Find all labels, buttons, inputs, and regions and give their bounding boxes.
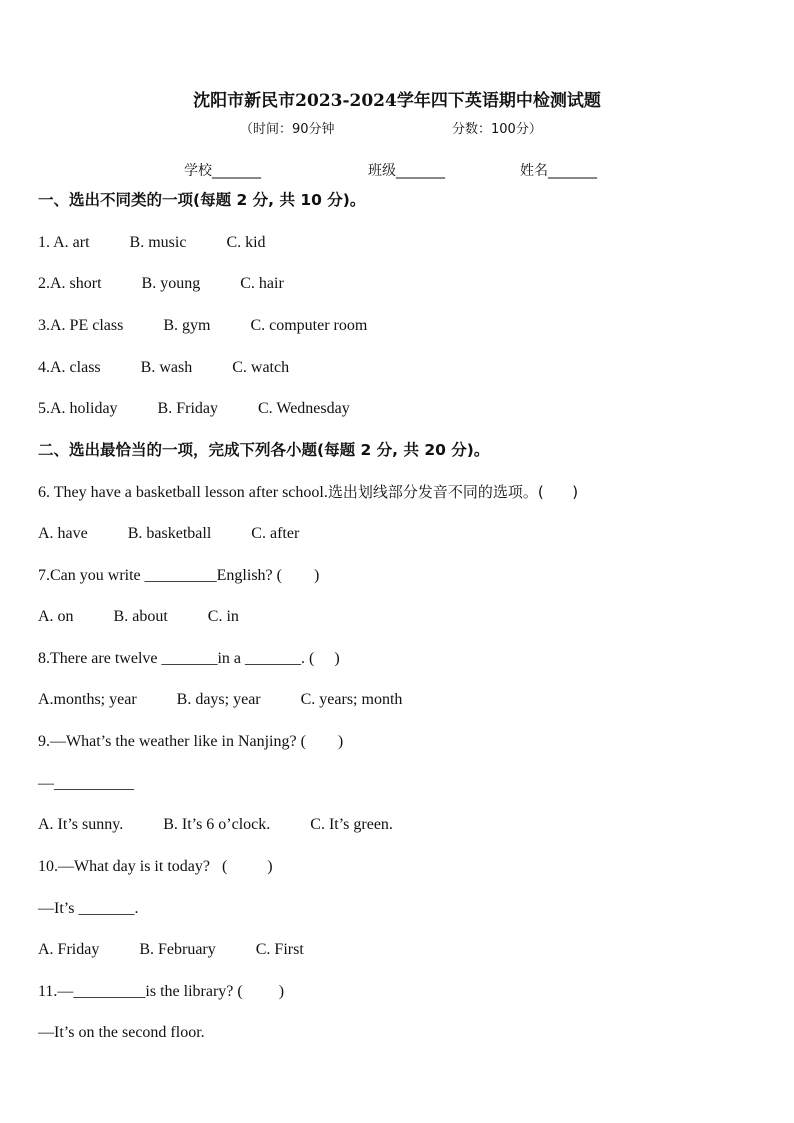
exam-title: 沈阳市新民市2023-2024学年四下英语期中检测试题 — [193, 91, 601, 111]
question-7-options: A. on B. about C. in — [38, 608, 239, 625]
exam-time: （时间：90分钟 — [240, 122, 335, 137]
question-8: 8.There are twelve _______in a _______. ( ) — [38, 650, 340, 667]
question-6 — [38, 482, 578, 503]
class-field: 班级_______ — [368, 163, 445, 179]
question-9: 9.—What’s the weather like in Nanjing? ( ) — [38, 733, 344, 750]
section1-heading: 一、选出不同类的一项(每题 2 分, 共 10 分)。 — [38, 191, 366, 209]
question-6-options: A. have B. basketball C. after — [38, 525, 300, 542]
question-2: 2.A. short B. young C. hair — [38, 275, 284, 292]
name-field: 姓名_______ — [520, 163, 597, 179]
question-11-answer-line: —It’s on the second floor. — [38, 1024, 205, 1041]
exam-meta — [0, 118, 794, 138]
section2-heading: 二、选出最恰当的一项，完成下列各小题(每题 2 分, 共 20 分)。 — [38, 441, 490, 459]
question-3: 3.A. PE class B. gym C. computer room — [38, 317, 368, 334]
question-10-answer-line: —It’s _______. — [38, 900, 139, 917]
question-5: 5.A. holiday B. Friday C. Wednesday — [38, 400, 350, 417]
question-9-answer-line: —__________ — [38, 775, 134, 792]
question-6-stem: 6. They have a basketball lesson after school. — [38, 484, 328, 501]
exam-score: 分数：100分） — [452, 122, 542, 137]
question-7: 7.Can you write _________English? ( ) — [38, 567, 320, 584]
question-11: 11.—_________is the library? ( ) — [38, 983, 285, 1000]
student-info — [0, 160, 794, 180]
question-4: 4.A. class B. wash C. watch — [38, 359, 290, 376]
question-6-instruction: 选出划线部分发音不同的选项。( ) — [327, 483, 579, 501]
question-8-options: A.months; year B. days; year C. years; month — [38, 691, 403, 708]
question-9-options: A. It’s sunny. B. It’s 6 o’clock. C. It’s green. — [38, 816, 393, 833]
question-1: 1. A. art B. music C. kid — [38, 234, 266, 251]
question-10-options: A. Friday B. February C. First — [38, 941, 304, 958]
question-10: 10.—What day is it today? ( ) — [38, 858, 273, 875]
school-field: 学校_______ — [184, 163, 261, 179]
